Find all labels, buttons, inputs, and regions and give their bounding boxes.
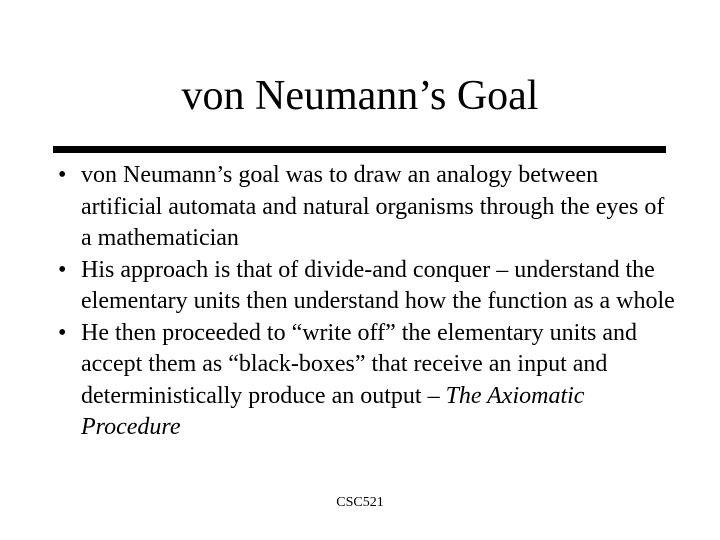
- bullet-icon: •: [58, 162, 67, 188]
- bullet-list: [58, 160, 678, 444]
- title-divider: [53, 146, 666, 153]
- bullet-item-approach: [58, 255, 678, 318]
- bullet-item-black-boxes: [58, 318, 678, 444]
- bullet-icon: •: [58, 256, 67, 283]
- bullet-item-goal: [58, 160, 678, 255]
- bullet-text: His approach is that of divide-and conquer – understand the elementary units then understand how the function as a whole: [81, 256, 675, 314]
- bullet-icon: •: [58, 319, 67, 346]
- bullet-text: von Neumann’s goal was to draw an analogy between artificial automata and natural organisms through the eyes of a mathematician: [81, 162, 665, 251]
- footer-course-code: CSC521: [336, 495, 384, 510]
- slide-title: von Neumann’s Goal: [181, 73, 539, 119]
- bullet-text: He then proceeded to “write off” the elementary units and accept them as “black-boxes” that receive an input and deterministically produce an output –: [81, 319, 637, 409]
- axiomatic-procedure-emphasis: The Axiomatic Procedure: [81, 382, 585, 440]
